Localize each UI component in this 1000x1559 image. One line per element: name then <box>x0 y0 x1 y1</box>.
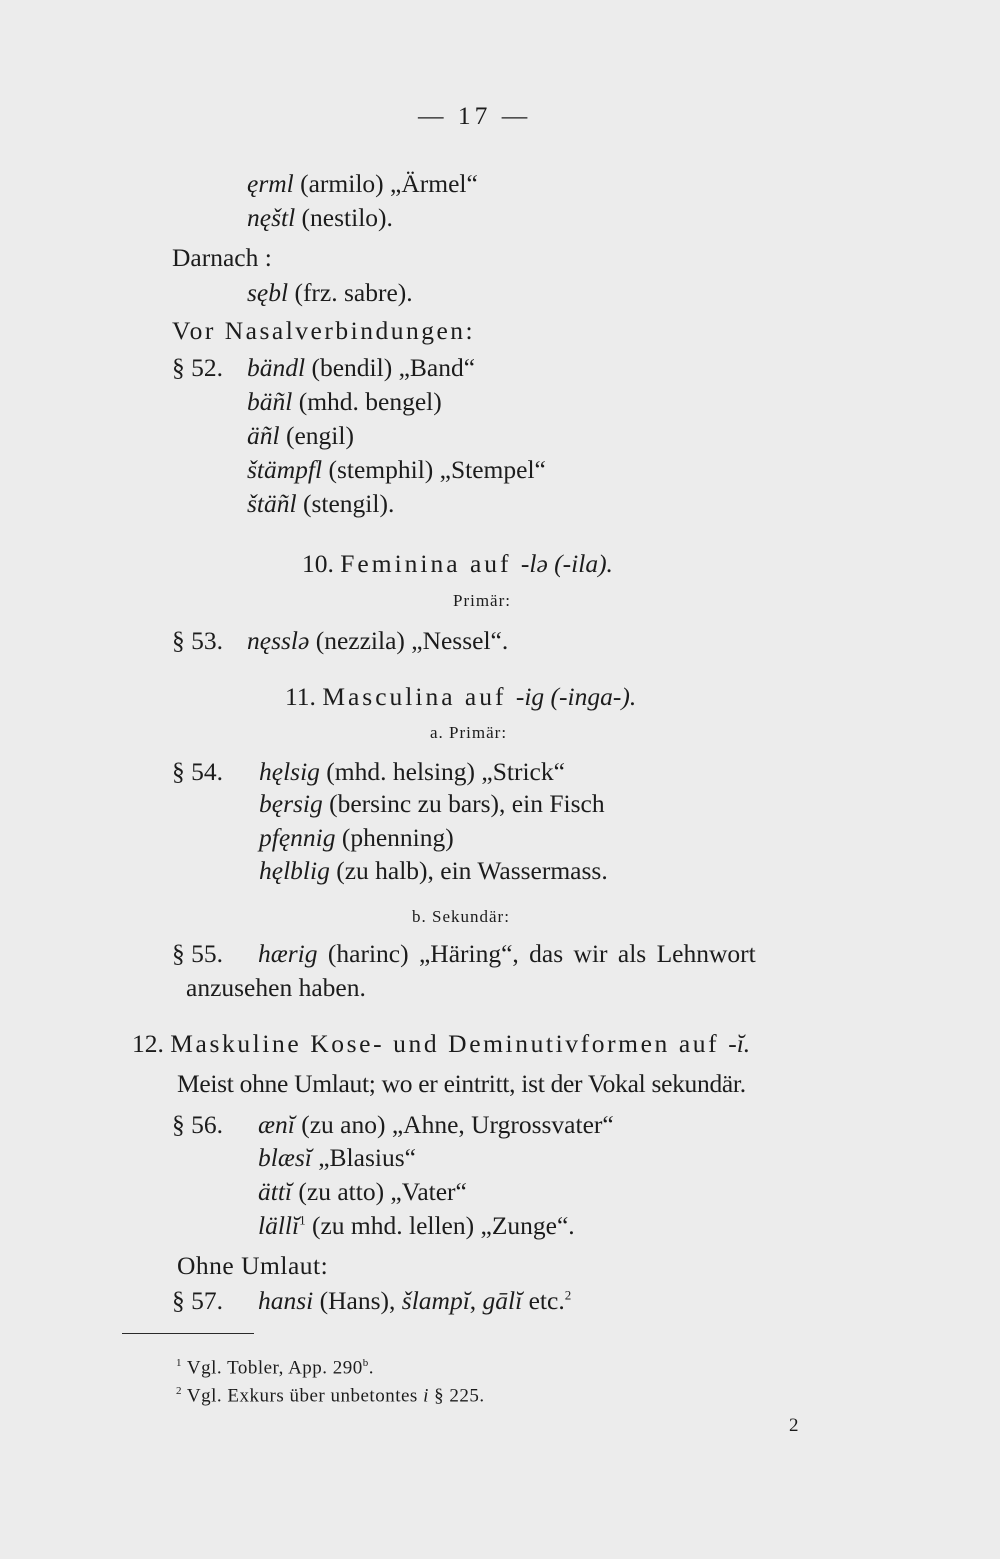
section-heading-12 <box>132 1031 750 1057</box>
entry-line <box>258 941 756 967</box>
entry-line <box>247 423 354 449</box>
footnote-italic: i <box>423 1385 429 1407</box>
headword: hærig <box>258 939 318 968</box>
signature-mark: 2 <box>789 1415 799 1436</box>
footnote-text: Vgl. Exkurs über unbetontes <box>182 1385 424 1407</box>
entry-line <box>247 389 442 415</box>
gloss: „Blasius“ <box>311 1143 416 1172</box>
headword: ättĭ <box>258 1177 293 1206</box>
headword: šlampĭ <box>401 1286 470 1315</box>
gloss: , <box>469 1286 483 1315</box>
headword: hansi <box>258 1286 314 1315</box>
entry-line <box>247 491 394 517</box>
footnote-sup: b <box>362 1357 369 1369</box>
footnote-mark: 1 <box>176 1357 182 1369</box>
heading-text: Feminina auf <box>340 549 521 578</box>
gloss: (harinc) „Häring“, das wir als Lehnwort <box>317 939 756 968</box>
headword: štämpfl <box>247 455 323 484</box>
gloss: (frz. sabre). <box>288 278 413 307</box>
heading-number: 11. <box>285 682 316 711</box>
section-heading-10 <box>302 551 613 577</box>
headword: hęlsig <box>259 757 320 786</box>
entry-line <box>258 1145 416 1171</box>
headword: bęrsig <box>259 789 323 818</box>
heading-suffix: -lə (-ila). <box>520 549 613 578</box>
entry-continuation: anzusehen haben. <box>186 973 366 1002</box>
entry-line <box>259 759 565 785</box>
footnote-end: . <box>368 1357 375 1379</box>
gloss: (bendil) „Band“ <box>305 353 476 382</box>
entry-line <box>259 858 608 884</box>
heading-number: 12. <box>132 1029 164 1058</box>
page-number: — 17 — <box>418 101 532 130</box>
entry-line <box>258 1213 575 1239</box>
gloss: (zu mhd. lellen) „Zunge“. <box>305 1211 575 1240</box>
heading-number: 10. <box>302 549 334 578</box>
gloss: (nezzila) „Nessel“. <box>309 626 509 655</box>
headword: ęrml <box>247 169 294 198</box>
entry-line <box>247 355 475 381</box>
gloss: (phenning) <box>335 823 454 852</box>
footnote-2 <box>176 1386 485 1405</box>
section-56-number: § 56. <box>172 1110 223 1139</box>
label-ohne-umlaut: Ohne Umlaut: <box>177 1251 329 1280</box>
entry-line <box>247 205 393 231</box>
footnote-rule <box>122 1333 254 1334</box>
entry-line <box>258 1112 614 1138</box>
section-53-number: § 53. <box>172 626 223 655</box>
headword: štäñl <box>247 489 297 518</box>
headword: blæsĭ <box>258 1143 312 1172</box>
label-nasalverbindungen: Vor Nasalverbindungen: <box>172 316 476 345</box>
entry-line <box>247 171 478 197</box>
gloss: (nestilo). <box>295 203 393 232</box>
gloss: (Hans), <box>313 1286 402 1315</box>
gloss: etc. <box>522 1286 565 1315</box>
headword: nęštl <box>247 203 296 232</box>
subheading-b-sekundaer: b. Sekundär: <box>412 907 510 926</box>
headword: lällĭ <box>258 1211 300 1240</box>
headword: gālĭ <box>482 1286 523 1315</box>
footnote-text: Vgl. Tobler, App. 290 <box>182 1357 363 1379</box>
entry-line <box>247 628 508 654</box>
headword: sębl <box>247 278 289 307</box>
headword: bändl <box>247 353 306 382</box>
heading-suffix: -ĭ. <box>728 1029 751 1058</box>
entry-line <box>259 791 605 817</box>
subheading-primaer: Primär: <box>453 591 511 610</box>
headword: ænĭ <box>258 1110 295 1139</box>
gloss: (bersinc zu bars), ein Fisch <box>322 789 605 818</box>
gloss: (engil) <box>279 421 354 450</box>
gloss: (zu halb), ein Wassermass. <box>329 856 608 885</box>
heading-text: Masculina auf <box>322 682 516 711</box>
gloss: (zu ano) „Ahne, Urgrossvater“ <box>294 1110 614 1139</box>
entry-line <box>247 280 413 306</box>
gloss: (stemphil) „Stempel“ <box>322 455 546 484</box>
entry-line <box>259 825 454 851</box>
footnote-1 <box>176 1358 374 1377</box>
headword: hęlblig <box>259 856 330 885</box>
label-darnach: Darnach : <box>172 243 272 272</box>
footnote-end: § 225. <box>428 1385 485 1407</box>
headword: nęsslə <box>247 626 310 655</box>
section-54-number: § 54. <box>172 757 223 786</box>
entry-line <box>258 1179 467 1205</box>
headword: pfęnnig <box>259 823 336 852</box>
section-52-number: § 52. <box>172 353 223 382</box>
section-heading-11 <box>285 684 636 710</box>
gloss: (mhd. helsing) „Strick“ <box>319 757 565 786</box>
heading-text: Maskuline Kose- und Deminutivformen auf <box>170 1029 729 1058</box>
subheading-a-primaer: a. Primär: <box>430 723 508 742</box>
headword: bäñl <box>247 387 293 416</box>
heading-suffix: -ig (-inga-). <box>515 682 637 711</box>
footnote-ref: 1 <box>299 1212 306 1228</box>
gloss: (stengil). <box>296 489 395 518</box>
headword: äñl <box>247 421 280 450</box>
entry-line <box>258 1288 571 1314</box>
section-57-number: § 57. <box>172 1286 223 1315</box>
paragraph-meist: Meist ohne Umlaut; wo er eintritt, ist der Vokal sekundär. <box>177 1069 746 1098</box>
footnote-mark: 2 <box>176 1385 182 1397</box>
footnote-ref: 2 <box>564 1287 572 1303</box>
section-55-number: § 55. <box>172 939 223 968</box>
entry-line <box>247 457 546 483</box>
gloss: (mhd. bengel) <box>292 387 442 416</box>
gloss: (armilo) „Ärmel“ <box>293 169 478 198</box>
gloss: (zu atto) „Vater“ <box>292 1177 467 1206</box>
